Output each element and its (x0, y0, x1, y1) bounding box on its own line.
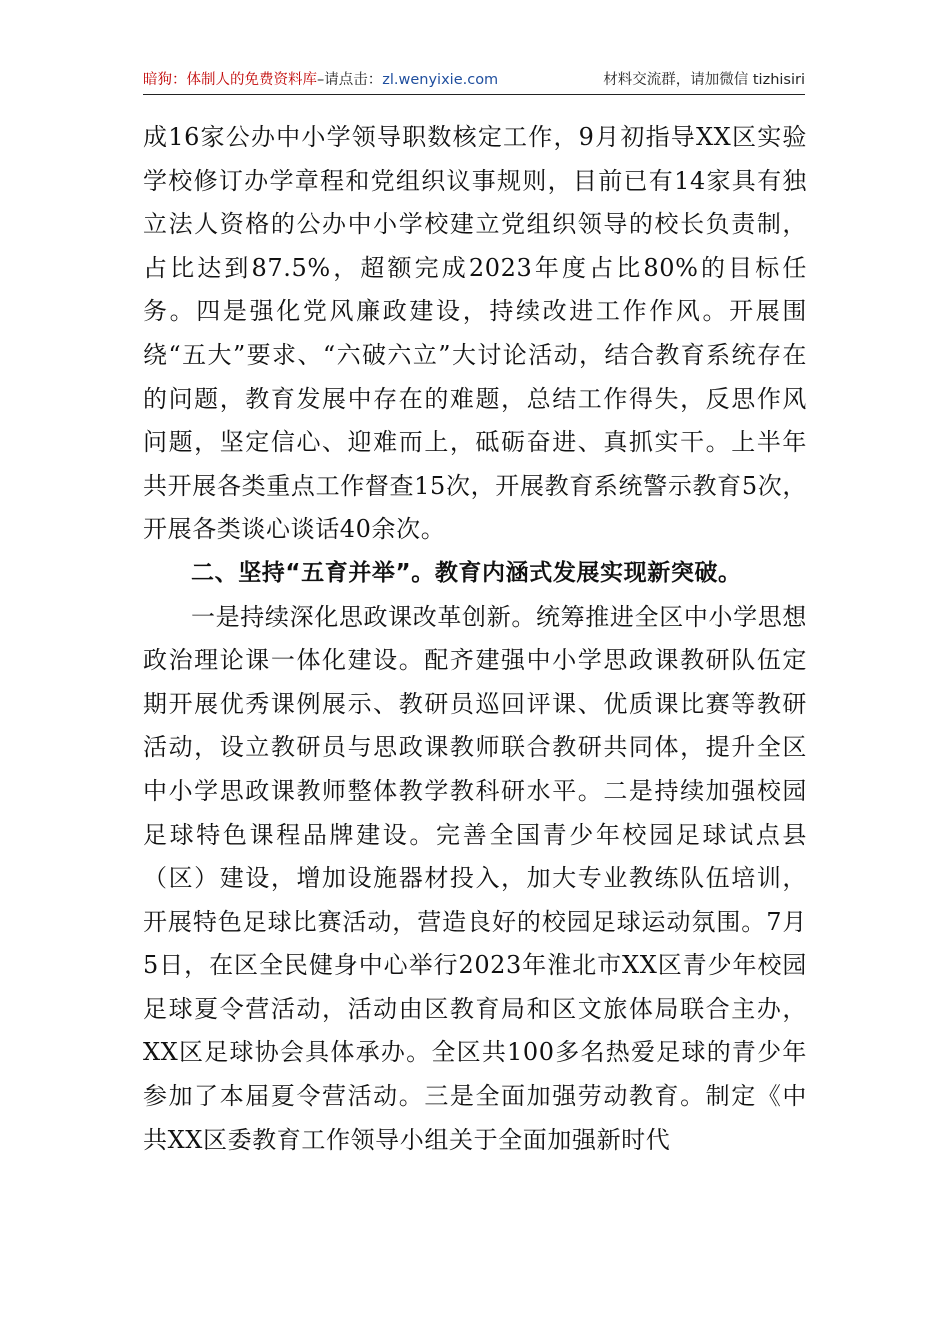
header-brand: 暗狗：体制人的免费资料库 (143, 72, 317, 88)
header-link[interactable]: zl.wenyixie.com (382, 72, 499, 88)
document-body (143, 116, 807, 1162)
header-contact: 材料交流群，请加微信 tizhisiri (603, 72, 805, 88)
header-prompt: –请点击： (317, 72, 383, 88)
body-paragraph-section-2: 一是持续深化思政课改革创新。统筹推进全区中小学思想政治理论课一体化建设。配齐建强中小学思政课教研队伍定期开展优秀课例展示、教研员巡回评课、优质课比赛等教研活动，设立教研员与思政课教师联合教研共同体，提升全区中小学思政课教师整体教学教科研水平。二是持续加强校园足球特色课程品牌建设。完善全国青少年校园足球试点县（区）建设，增加设施器材投入，加大专业教练队伍培训，开展特色足球比赛活动，营造良好的校园足球运动氛围。7月5日，在区全民健身中心举行2023年淮北市XX区青少年校园足球夏令营活动，活动由区教育局和区文旅体局联合主办，XX区足球协会具体承办。全区共100多名热爱足球的青少年参加了本届夏令营活动。三是全面加强劳动教育。制定《中共XX区委教育工作领导小组关于全面加强新时代 (143, 602, 807, 1154)
section-heading-2: 二、坚持“五育并举”。教育内涵式发展实现新突破。 (191, 559, 742, 586)
body-paragraph-continued: 成16家公办中小学领导职数核定工作，9月初指导XX区实验学校修订办学章程和党组织议事规则，目前已有14家具有独立法人资格的公办中小学校建立党组织领导的校长负责制，占比达到87.5%，超额完成2023年度占比80%的目标任务。四是强化党风廉政建设，持续改进工作作风。开展围绕“五大”要求、“六破六立”大讨论活动，结合教育系统存在的问题，教育发展中存在的难题，总结工作得失，反思作风问题，坚定信心、迎难而上，砥砺奋进、真抓实干。上半年共开展各类重点工作督查15次，开展教育系统警示教育5次，开展各类谈心谈话40余次。 (143, 123, 807, 544)
page-header (143, 66, 805, 95)
